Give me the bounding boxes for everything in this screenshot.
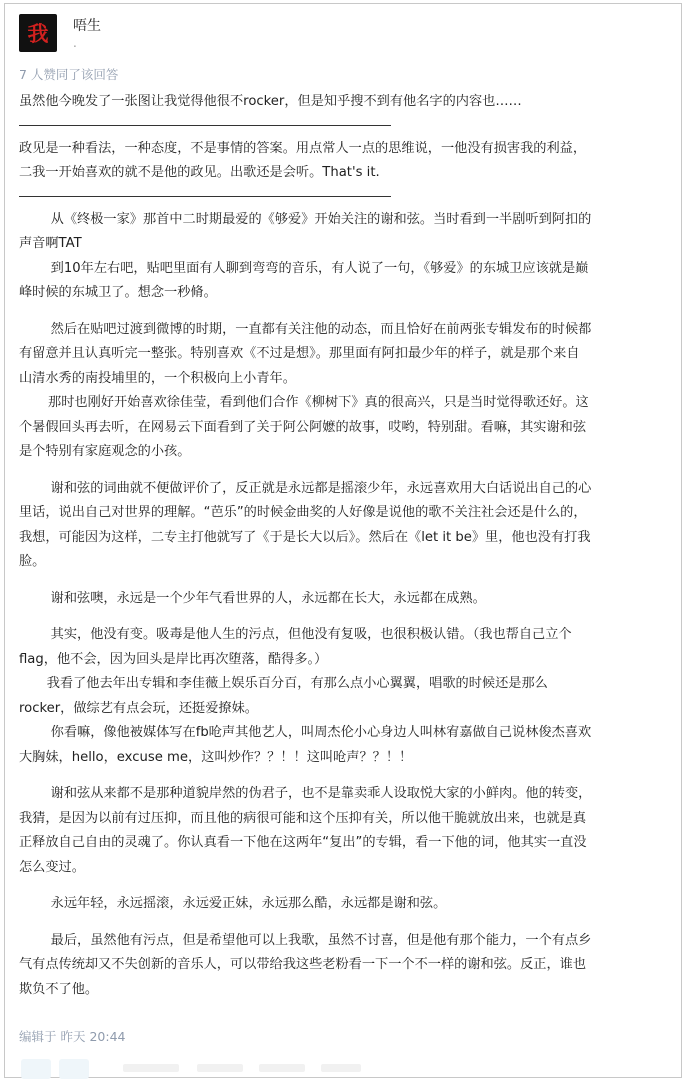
action-bar — [19, 1059, 669, 1079]
divider — [19, 196, 391, 197]
paragraph — [19, 318, 669, 465]
paragraph — [19, 477, 669, 575]
text-line: 我想，可能因为这样，二专主打他就写了《于是长大以后》。然后在《let it be》里，他也没有打我 — [19, 529, 591, 545]
text-line: 我猜，是因为以前有过压抑，而且他的病很可能和这个压抑有关，所以他干脆就放出来，也就是真 — [19, 810, 587, 826]
vote-count-link[interactable]: 7 人赞同了该回答 — [19, 67, 119, 82]
avatar-glyph: 我 — [27, 20, 49, 46]
text-line: 最后，虽然他有污点，但是希望他可以上我歌，虽然不讨喜，但是他有那个能力，一个有点乡 — [50, 932, 592, 948]
text-line: 气有点传统却又不失创新的音乐人，可以带给我这些老粉看一下一个不一样的谢和弦。反正，谁也 — [19, 957, 587, 972]
text-line: flag，他不会，因为回头是岸比再次堕落，酷得多。） — [19, 651, 328, 667]
text-line: 有留意并且认真听完一整张。特别喜欢《不过是想》。那里面有阿扣最少年的样子，就是那个来自 — [19, 346, 580, 361]
text-line: 谢和弦的词曲就不便做评价了，反正就是永远都是摇滚少年，永远喜欢用大白话说出自己的心 — [50, 480, 592, 496]
text-line: 到10年左右吧，贴吧里面有人聊到弯弯的音乐，有人说了一句，《够爱》的东城卫应该就是巅 — [50, 260, 589, 276]
text-line: 峰时候的东城卫了。想念一秒脩。 — [19, 285, 217, 300]
text-line: 政见是一种看法，一种态度，不是事情的答案。用点常人一点的思维说，一他没有损害我的利益， — [19, 140, 587, 156]
text-line: 声音啊TAT — [19, 236, 82, 251]
thanks-button[interactable] — [321, 1064, 361, 1072]
paragraph — [19, 892, 669, 917]
paragraph — [19, 90, 669, 115]
comment-button[interactable] — [123, 1064, 179, 1072]
text-line: 那时也刚好开始喜欢徐佳莹，看到他们合作《柳树下》真的很高兴，只是当时觉得歌还好。这 — [48, 395, 589, 410]
avatar[interactable] — [19, 14, 57, 52]
paragraph — [19, 137, 669, 186]
text-line: 脸。 — [19, 554, 46, 569]
text-line: 虽然他今晚发了一张图让我觉得他很不rocker，但是知乎搜不到有他名字的内容也…… — [19, 94, 522, 109]
author-name[interactable]: 唔生 — [73, 18, 101, 34]
paragraph — [19, 587, 669, 612]
text-line: 山清水秀的南投埔里的，一个积极向上小青年。 — [19, 370, 296, 386]
paragraph — [19, 782, 669, 880]
text-line: 怎么变过。 — [19, 859, 85, 875]
text-line: rocker，做综艺有点会玩，还挺爱撩妹。 — [19, 700, 258, 716]
share-button[interactable] — [197, 1064, 243, 1072]
text-line: 你看嘛，像他被媒体写在fb呛声其他艺人，叫周杰伦小心身边人叫林宥嘉做自己说林俊杰喜欢 — [50, 725, 592, 740]
text-line: 欺负不了他。 — [19, 981, 99, 997]
text-line: 正释放自己自由的灵魂了。你认真看一下他在这两年“复出”的专辑，看一下他的词，他其实一直没 — [19, 835, 587, 850]
text-line: 大胸妹，hello，excuse me，这叫炒作？？！！这叫呛声？？！！ — [19, 749, 413, 765]
text-line: 是个特别有家庭观念的小孩。 — [19, 444, 191, 459]
paragraph — [19, 929, 669, 1003]
text-line: 个暑假回头再去听，在网易云下面看到了关于阿公阿嬷的故事，哎哟，特别甜。看嘛，其实谢和弦 — [19, 419, 587, 435]
paragraph — [19, 208, 669, 306]
text-line: 永远年轻，永远摇滚，永远爱正妹，永远那么酷，永远都是谢和弦。 — [50, 896, 447, 911]
downvote-button[interactable] — [59, 1059, 89, 1079]
answer-content — [19, 90, 669, 1002]
answer-card — [4, 3, 682, 1078]
edited-timestamp-link[interactable]: 编辑于 昨天 20:44 — [19, 1029, 126, 1044]
text-line: 其实，他没有变。吸毒是他人生的污点，但他没有复吸，也很积极认错。（我也帮自己立个 — [50, 627, 572, 642]
paragraph — [19, 623, 669, 770]
text-line: 从《终极一家》那首中二时期最爱的《够爱》开始关注的谢和弦。当时看到一半剧听到阿扣的 — [50, 211, 592, 227]
text-line: 然后在贴吧过渡到微博的时期，一直都有关注他的动态，而且恰好在前两张专辑发布的时候都 — [50, 321, 592, 337]
text-line: 二我一开始喜欢的就不是他的政见。出歌还是会听。That's it. — [19, 165, 380, 180]
upvote-button[interactable] — [21, 1059, 51, 1079]
author-bio: . — [73, 36, 77, 50]
text-line: 我看了他去年出专辑和李佳薇上娱乐百分百，有那么点小心翼翼，唱歌的时候还是那么 — [46, 676, 548, 691]
text-line: 谢和弦噢，永远是一个少年气看世界的人，永远都在长大，永远都在成熟。 — [50, 590, 486, 606]
collect-button[interactable] — [259, 1064, 305, 1072]
text-line: 谢和弦从来都不是那种道貌岸然的伪君子，也不是靠卖乖人设取悦大家的小鲜肉。他的转变， — [50, 786, 592, 801]
divider — [19, 125, 391, 126]
text-line: 里话，说出自己对世界的理解。“芭乐”的时候金曲奖的人好像是说他的歌不关注社会还是什么的， — [19, 505, 587, 520]
